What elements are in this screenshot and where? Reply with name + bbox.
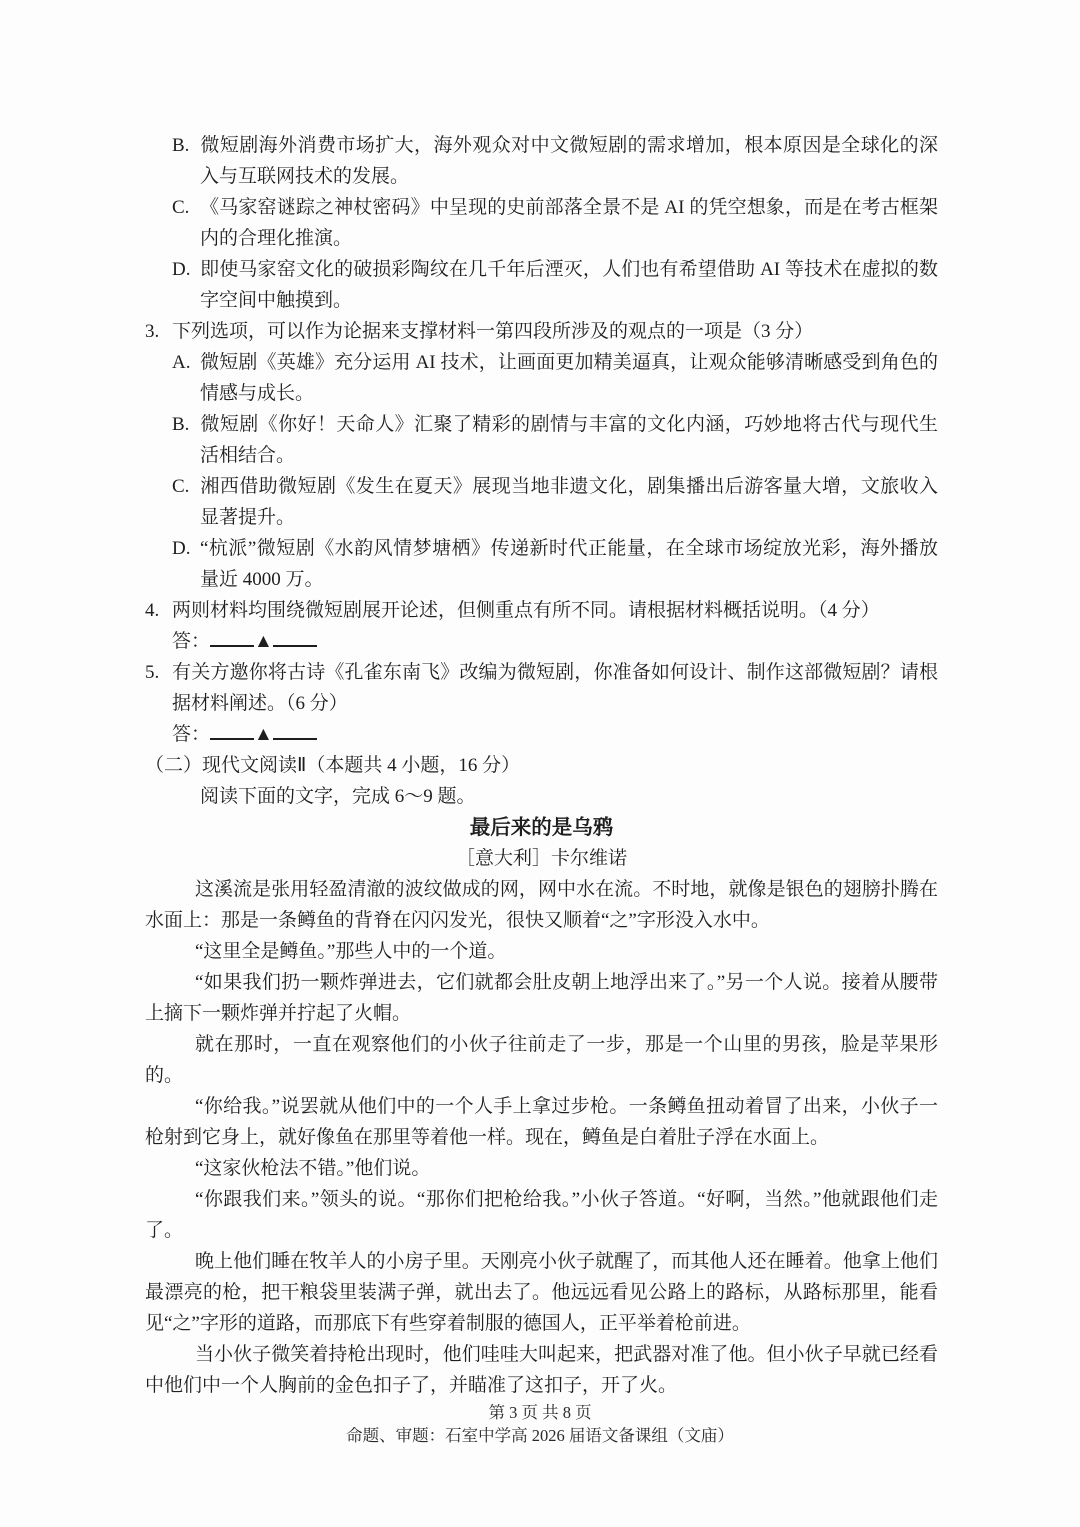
blank-line (273, 626, 317, 647)
question-3 (145, 316, 938, 347)
question-number: 4. (145, 600, 160, 621)
blank-line (210, 719, 254, 740)
page-footer (0, 1402, 1080, 1447)
option-item (145, 471, 938, 533)
story-paragraph: “如果我们扔一颗炸弹进去，它们就都会肚皮朝上地浮出来了。”另一个人说。接着从腰带上摘下一颗炸弹并拧起了火帽。 (145, 972, 938, 1024)
question-5 (145, 657, 938, 719)
option-text: 微短剧海外消费市场扩大，海外观众对中文微短剧的需求增加，根本原因是全球化的深入与互联网技术的发展。 (200, 135, 938, 187)
page-content (145, 130, 938, 1401)
answer-label: 答： (172, 631, 211, 652)
answer-blank (210, 724, 317, 745)
question-text: 两则材料均围绕微短剧展开论述，但侧重点有所不同。请根据材料概括说明。（4 分） (172, 600, 880, 621)
option-label: A. (172, 352, 191, 373)
option-label: C. (172, 197, 190, 218)
story-paragraph: 就在那时，一直在观察他们的小伙子往前走了一步，那是一个山里的男孩，脸是苹果形的。 (145, 1034, 938, 1086)
option-text: 微短剧《英雄》充分运用 AI 技术，让画面更加精美逼真，让观众能够清晰感受到角色的情感与成长。 (200, 352, 938, 404)
option-label: C. (172, 476, 190, 497)
blank-line (210, 626, 254, 647)
triangle-marker: ▲ (254, 631, 273, 652)
story-paragraph: “你跟我们来。”领头的说。“那你们把枪给我。”小伙子答道。“好啊，当然。”他就跟他们走了。 (145, 1189, 938, 1241)
section-heading: （二）现代文阅读Ⅱ（本题共 4 小题，16 分） (145, 755, 521, 776)
option-item (145, 409, 938, 471)
answer-line-q5 (145, 719, 938, 750)
option-item (145, 130, 938, 192)
option-label: D. (172, 259, 191, 280)
option-text: 《马家窑谜踪之神杖密码》中呈现的史前部落全景不是 AI 的凭空想象，而是在考古框架内的合理化推演。 (200, 197, 938, 249)
story-paragraph: “你给我。”说罢就从他们中的一个人手上拿过步枪。一条鳟鱼扭动着冒了出来，小伙子一枪射到它身上，就好像鱼在那里等着他一样。现在，鳟鱼是白着肚子浮在水面上。 (145, 1096, 938, 1148)
reading-instruction: 阅读下面的文字，完成 6～9 题。 (200, 786, 476, 807)
answer-line-q4 (145, 626, 938, 657)
footer-credit: 命题、审题：石室中学高 2026 届语文备课组（文庙） (346, 1425, 734, 1445)
story-paragraph: 当小伙子微笑着持枪出现时，他们哇哇大叫起来，把武器对准了他。但小伙子早就已经看中他们中一个人胸前的金色扣子了，并瞄准了这扣子，开了火。 (145, 1344, 938, 1396)
reading-title: 最后来的是乌鸦 (469, 816, 614, 839)
triangle-marker: ▲ (254, 724, 273, 745)
option-item (145, 192, 938, 254)
option-text: “杭派”微短剧《水韵风情梦塘栖》传递新时代正能量，在全球市场绽放光彩，海外播放量近 4000 万。 (200, 538, 938, 590)
option-item (145, 254, 938, 316)
answer-blank (210, 631, 317, 652)
blank-line (273, 719, 317, 740)
option-text: 湘西借助微短剧《发生在夏天》展现当地非遗文化，剧集播出后游客量大增，文旅收入显著提升。 (200, 476, 938, 528)
option-text: 即使马家窑文化的破损彩陶纹在几千年后湮灭，人们也有希望借助 AI 等技术在虚拟的数字空间中触摸到。 (200, 259, 938, 311)
story-paragraph: 这溪流是张用轻盈清澈的波纹做成的网，网中水在流。不时地，就像是银色的翅膀扑腾在水面上：那是一条鳟鱼的背脊在闪闪发光，很快又顺着“之”字形没入水中。 (145, 879, 938, 931)
story-paragraph: “这家伙枪法不错。”他们说。 (195, 1158, 431, 1179)
question-text: 下列选项，可以作为论据来支撑材料一第四段所涉及的观点的一项是（3 分） (172, 321, 814, 342)
question-number: 3. (145, 321, 160, 342)
option-label: D. (172, 538, 191, 559)
option-item (145, 533, 938, 595)
question-text: 有关方邀你将古诗《孔雀东南飞》改编为微短剧，你准备如何设计、制作这部微短剧？请根据材料阐述。（6 分） (172, 662, 938, 714)
question-number: 5. (145, 662, 160, 683)
story-paragraph: 晚上他们睡在牧羊人的小房子里。天刚亮小伙子就醒了，而其他人还在睡着。他拿上他们最漂亮的枪，把干粮袋里装满子弹，就出去了。他远远看见公路上的路标，从路标那里，能看见“之”字形的道路，而那底下有些穿着制服的德国人，正平举着枪前进。 (145, 1251, 938, 1334)
option-text: 微短剧《你好！天命人》汇聚了精彩的剧情与丰富的文化内涵，巧妙地将古代与现代生活相结合。 (200, 414, 938, 466)
option-item (145, 347, 938, 409)
question-4 (145, 595, 938, 626)
answer-label: 答： (172, 724, 211, 745)
option-label: B. (172, 414, 190, 435)
story-paragraph: “这里全是鳟鱼。”那些人中的一个道。 (195, 941, 507, 962)
option-label: B. (172, 135, 190, 156)
reading-author: ［意大利］卡尔维诺 (455, 848, 627, 869)
footer-page-number: 第 3 页 共 8 页 (488, 1403, 592, 1422)
